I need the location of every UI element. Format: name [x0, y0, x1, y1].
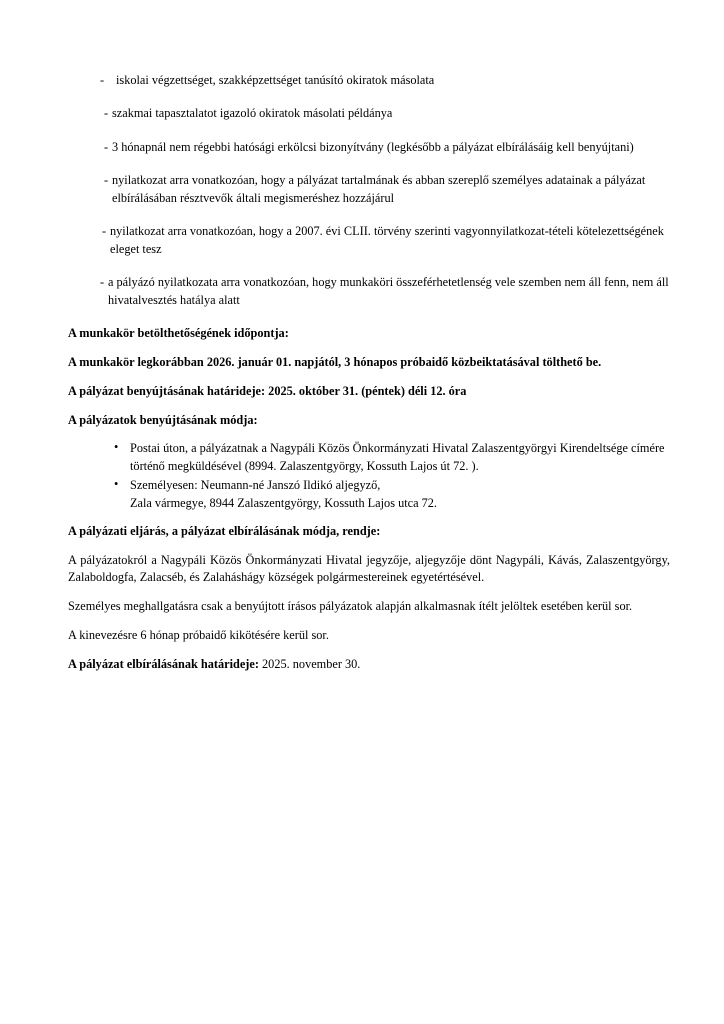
- list-item: [68, 274, 670, 309]
- dash-marker: -: [104, 106, 109, 121]
- list-item: [114, 477, 670, 513]
- requirements-list: [68, 72, 670, 309]
- start-date-heading: A munkakör betölthetőségének időpontja:: [68, 326, 289, 341]
- list-item-text: iskolai végzettséget, szakképzettséget tanúsító okiratok másolata: [116, 73, 435, 87]
- result-deadline-label: A pályázat elbírálásának határideje:: [68, 656, 259, 671]
- submission-methods-list: [68, 440, 670, 512]
- start-date-text: A munkakör legkorábban 2026. január 01. napjától, 3 hónapos próbaidő közbeiktatásával tölthető be.: [68, 354, 602, 369]
- list-item: [68, 172, 670, 207]
- list-item: [68, 105, 670, 122]
- evaluation-paragraph: A pályázatokról a Nagypáli Közös Önkormányzati Hivatal jegyzője, aljegyzője dönt Nagypáli, Kávás, Zalaszentgyörgy, Zalaboldogfa, Zalacséb, és Zalaháshágy községek polgármestereinek egyetértésével.: [68, 552, 670, 585]
- list-item-subline: Zala vármegye, 8944 Zalaszentgyörgy, Kossuth Lajos utca 72.: [130, 495, 437, 510]
- evaluation-heading: A pályázati eljárás, a pályázat elbírálásának módja, rendje:: [68, 523, 381, 538]
- bullet-icon: •: [114, 440, 119, 455]
- list-item: [114, 440, 670, 476]
- list-item-text: nyilatkozat arra vonatkozóan, hogy a pályázat tartalmának és abban szereplő személyes adatainak a pályázat elbírálásában résztvevők általi megismeréshez hozzájárul: [112, 173, 646, 205]
- dash-marker: -: [104, 139, 109, 154]
- bullet-icon: •: [114, 477, 119, 492]
- dash-marker: -: [100, 275, 105, 290]
- appointment-paragraph: A kinevezésre 6 hónap próbaidő kikötésére kerül sor.: [68, 628, 329, 643]
- list-item: [68, 223, 670, 258]
- hearing-paragraph: Személyes meghallgatásra csak a benyújtott írásos pályázatok alapján alkalmasnak ítélt jelöltek esetében kerül sor.: [68, 599, 633, 614]
- result-deadline-value: 2025. november 30.: [258, 656, 361, 671]
- list-item-text: szakmai tapasztalatot igazoló okiratok másolati példánya: [112, 106, 393, 121]
- list-item-text: Személyesen: Neumann-né Janszó Ildikó aljegyző,: [130, 478, 381, 493]
- list-item-text: Postai úton, a pályázatnak a Nagypáli Közös Önkormányzati Hivatal Zalaszentgyörgyi Kirendeltsége címére történő megküldésével (8994. Zalaszentgyörgy, Kossuth Lajos út 72. ).: [130, 441, 665, 474]
- result-deadline-paragraph: [68, 656, 670, 674]
- submission-deadline: A pályázat benyújtásának határideje: 2025. október 31. (péntek) déli 12. óra: [68, 383, 467, 398]
- dash-marker: -: [104, 173, 109, 188]
- submission-method-heading: A pályázatok benyújtásának módja:: [68, 412, 258, 427]
- list-item-text: 3 hónapnál nem régebbi hatósági erkölcsi bizonyítvány (legkésőbb a pályázat elbírálásáig kell benyújtani): [112, 139, 634, 154]
- list-item-text: a pályázó nyilatkozata arra vonatkozóan, hogy munkaköri összeférhetetlenség vele szemben nem áll fenn, nem áll hivatalvesztés hatálya alatt: [108, 275, 669, 307]
- list-item: [68, 139, 670, 156]
- list-item: [68, 72, 670, 89]
- list-item-text: nyilatkozat arra vonatkozóan, hogy a 2007. évi CLII. törvény szerinti vagyonnyilatkozat-tételi kötelezettségének eleget tesz: [110, 224, 664, 256]
- dash-marker: -: [100, 73, 105, 87]
- dash-marker: -: [102, 224, 107, 239]
